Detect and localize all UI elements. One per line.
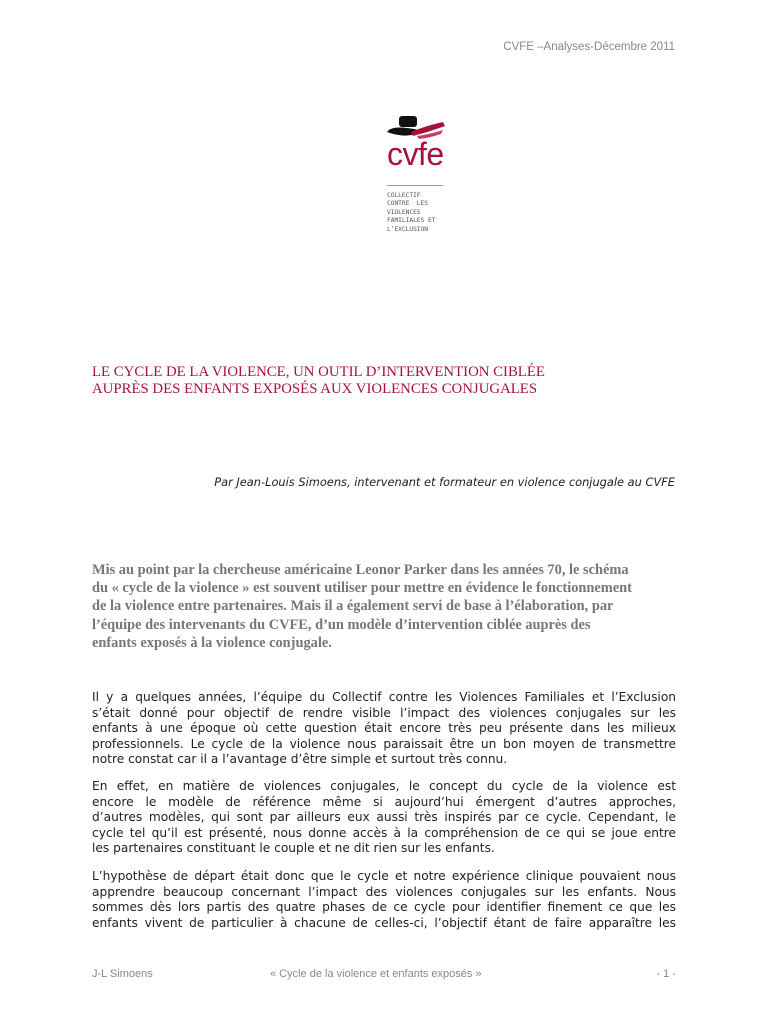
title-line-1: LE CYCLE DE LA VIOLENCE, UN OUTIL D’INTERVENTION CIBLÉE: [92, 364, 545, 380]
body-line: encore le modèle de référence même si aujourd’hui émergent d’autres approches,: [92, 794, 676, 809]
logo-wordmark: cvfe: [387, 136, 444, 172]
logo-divider: [387, 185, 443, 186]
running-head: CVFE –Analyses-Décembre 2011: [503, 41, 675, 53]
body-line: L’hypothèse de départ était donc que le cycle et notre expérience clinique pouvaient nous: [92, 869, 676, 883]
body-paragraph-3: [92, 869, 676, 931]
abstract-line: du « cycle de la violence » est souvent utiliser pour mettre en évidence le fonctionnement: [92, 580, 632, 597]
body-line: s’était donné pour objectif de rendre visible l’impact des violences conjugales sur les: [92, 705, 676, 720]
abstract-line: de la violence entre partenaires. Mais il a également servi de base à l’élaboration, par: [92, 598, 614, 615]
author-byline: Par Jean-Louis Simoens, intervenant et formateur en violence conjugale au CVFE: [214, 475, 675, 489]
cvfe-logo: [377, 112, 449, 252]
body-line: enfants vivent de particulier à chacune de celles-ci, l’objectif étant de faire apparaître les: [92, 915, 676, 930]
body-line: notre constat car il a l’avantage d’être simple et surtout très connu.: [92, 752, 508, 766]
body-paragraph-2: [92, 779, 676, 857]
abstract-line: enfants exposés à la violence conjugale.: [92, 634, 332, 651]
body-line: les partenaires constituant le couple et ne dit rien sur les enfants.: [92, 841, 495, 855]
body-line: cycle tel qu’il est présenté, nous donne accès à la compréhension de ce qui se joue entre: [92, 825, 676, 840]
document-title: [92, 364, 682, 398]
body-line: Il y a quelques années, l’équipe du Collectif contre les Violences Familiales et l’Exclusion: [92, 690, 676, 704]
body-line: apprendre beaucoup concernant l’impact des violences conjugales sur les enfants. Nous: [92, 884, 676, 899]
page-number: - 1 -: [656, 968, 676, 980]
body-line: sommes dès lors partis des quatre phases de ce cycle pour identifier finement ce que les: [92, 900, 676, 914]
abstract-line: l’équipe des intervenants du CVFE, d’un modèle d’intervention ciblée auprès des: [92, 616, 591, 633]
abstract: [92, 561, 682, 652]
body-line: professionnels. Le cycle de la violence nous paraissait être un bon moyen de transmettre: [92, 736, 676, 751]
body-line: d’autres modèles, qui sont par ailleurs eux aussi très inspirés par ce cycle. Cependant, le: [92, 810, 676, 824]
body-line: enfants à une époque où cette question était encore très peu présente dans les milieux: [92, 721, 676, 735]
logo-tagline: COLLECTIF CONTRE LES VIOLENCES FAMILIALES ET L’EXCLUSION: [387, 192, 436, 233]
abstract-line: Mis au point par la chercheuse américaine Leonor Parker dans les années 70, le schéma: [92, 562, 629, 578]
footer-title: « Cycle de la violence et enfants exposés »: [270, 968, 482, 980]
footer-author: J-L Simoens: [92, 968, 153, 980]
body-line: En effet, en matière de violences conjugales, le concept du cycle de la violence est: [92, 779, 676, 793]
body-paragraph-1: [92, 690, 676, 768]
title-line-2: AUPRÈS DES ENFANTS EXPOSÉS AUX VIOLENCES CONJUGALES: [92, 381, 538, 397]
